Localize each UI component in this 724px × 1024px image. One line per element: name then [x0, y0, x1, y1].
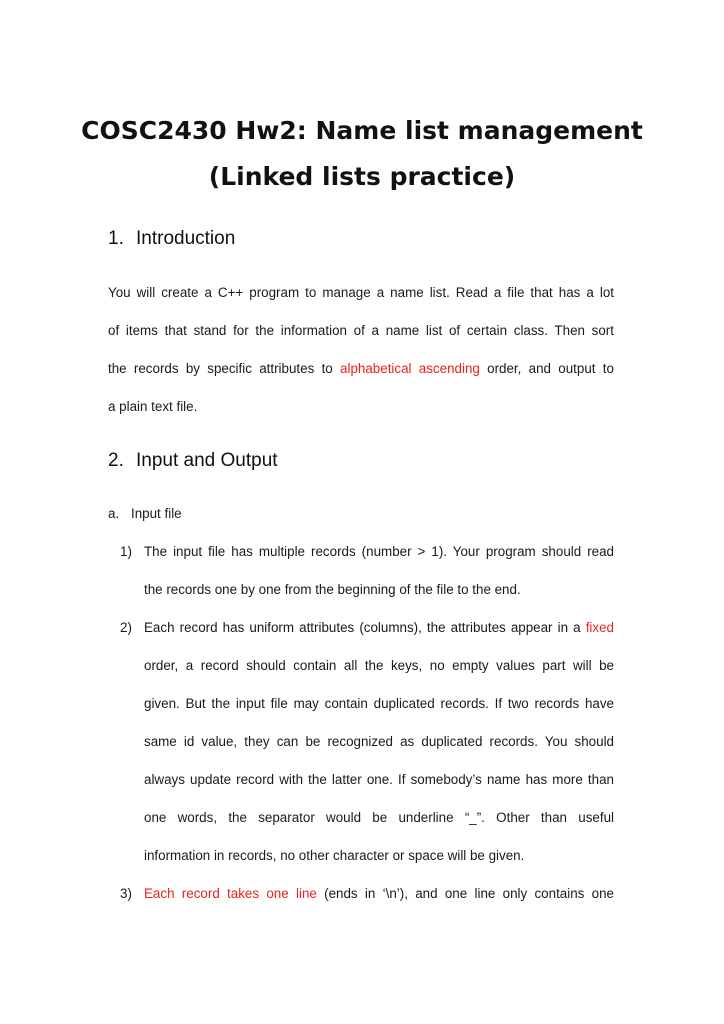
section-1-title: Introduction: [136, 228, 236, 249]
intro-line-3: [108, 361, 614, 376]
item-2-number: 2): [120, 620, 132, 635]
item-2-line-2: order, a record should contain all the keys, no empty values part will be: [144, 658, 614, 673]
item-1-number: 1): [120, 544, 132, 559]
item-3-text: (ends in ‘\n’), and one line only contains one: [316, 886, 614, 901]
subsection-a-text: Input file: [131, 506, 182, 521]
item-3-line-1: [144, 886, 614, 901]
item-2-line-1: [144, 620, 614, 635]
section-2-title: Input and Output: [136, 450, 278, 471]
item-2-text: Each record has uniform attributes (columns), the attributes appear in a: [144, 620, 586, 635]
highlight-each-record-one-line: Each record takes one line: [144, 886, 317, 901]
intro-text: a plain text file.: [108, 399, 198, 414]
item-1-line-1: The input file has multiple records (number > 1). Your program should read: [144, 544, 614, 559]
item-2-line-6: one words, the separator would be underline “_”. Other than useful: [144, 810, 614, 825]
intro-line-1: [108, 285, 614, 300]
intro-text: You will create a C++ program to manage a name list. Read a file that has a lot: [108, 285, 614, 300]
intro-text: of items that stand for the information of a name list of certain class. Then sort: [108, 323, 614, 338]
document-title-line-2: (Linked lists practice): [208, 162, 516, 191]
section-1-number: 1.: [108, 228, 124, 249]
section-2-number: 2.: [108, 450, 124, 471]
item-2-line-7: information in records, no other character or space will be given.: [144, 848, 525, 863]
item-2-line-3: given. But the input file may contain duplicated records. If two records have: [144, 696, 614, 711]
highlight-fixed: fixed: [585, 620, 614, 635]
highlight-alphabetical-ascending: alphabetical ascending: [340, 361, 480, 376]
intro-line-4: [108, 399, 614, 414]
item-2-line-5: always update record with the latter one. If somebody’s name has more than: [144, 772, 614, 787]
intro-text: order, and output to: [479, 361, 614, 376]
item-1-line-2: the records one by one from the beginning of the file to the end.: [144, 582, 521, 597]
subsection-a-label: [108, 506, 182, 521]
item-2-line-4: same id value, they can be recognized as duplicated records. You should: [144, 734, 614, 749]
intro-line-2: [108, 323, 614, 338]
item-3-number: 3): [120, 886, 132, 901]
intro-text: the records by specific attributes to: [108, 361, 341, 376]
section-2-heading: [108, 450, 278, 472]
subsection-a-letter: a.: [108, 506, 120, 521]
document-title-line-1: COSC2430 Hw2: Name list management: [81, 116, 643, 145]
section-1-heading: [108, 228, 235, 250]
